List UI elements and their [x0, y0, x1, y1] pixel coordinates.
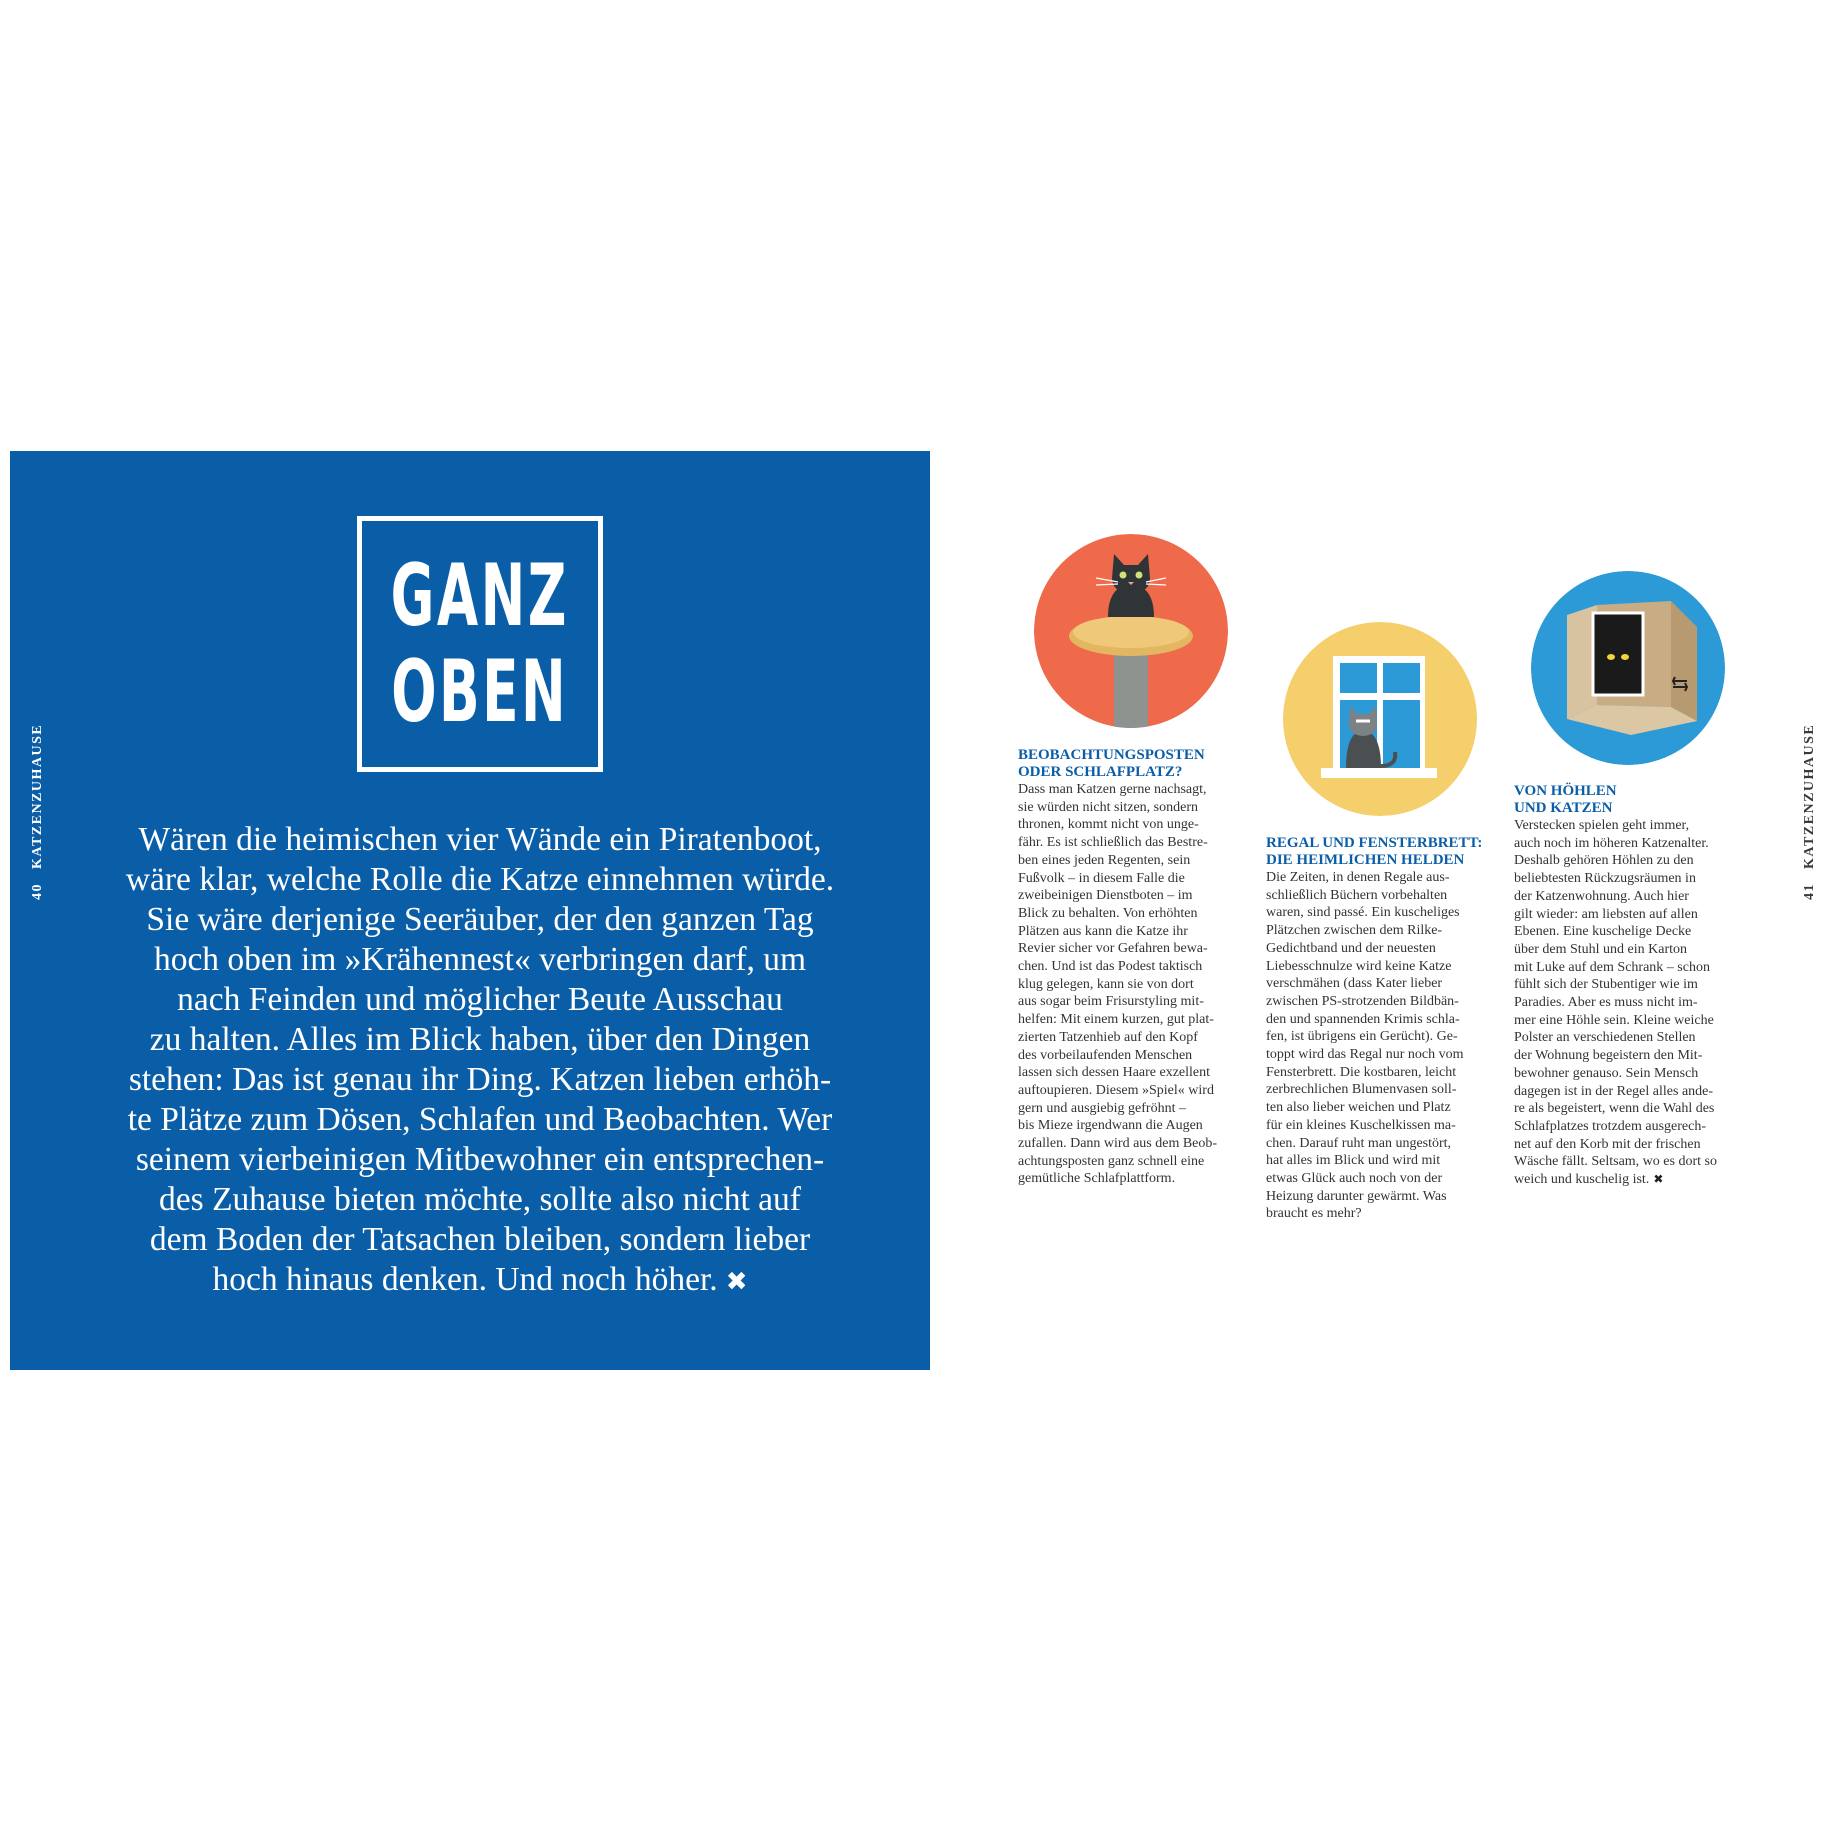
body-line: gilt wieder: am liebsten auf allen: [1514, 906, 1698, 922]
body-line: chen. Darauf ruht man ungestört,: [1266, 1135, 1452, 1151]
body-line: beliebtesten Rückzugsräumen in: [1514, 871, 1696, 887]
body-line: des vorbeilaufenden Menschen: [1018, 1047, 1193, 1063]
body-line: dagegen ist in der Regel alles ande-: [1514, 1083, 1714, 1099]
cat-on-windowsill-icon: [1283, 622, 1477, 816]
running-head-left-label: KATZENZUHAUSE: [30, 723, 45, 869]
column-2-body: [1266, 869, 1488, 1223]
cat-on-scratching-post-icon: [1034, 534, 1228, 728]
body-line: helfen: Mit einem kurzen, gut plat-: [1018, 1012, 1214, 1028]
article-column-1: [1018, 747, 1240, 1188]
column-3-body: [1514, 817, 1736, 1189]
column-2-heading-line: DIE HEIMLICHEN HELDEN: [1266, 852, 1465, 868]
body-line: zweibeinigen Dienstboten – im: [1018, 888, 1193, 904]
running-head-right-label: KATZENZUHAUSE: [1802, 723, 1817, 869]
body-line: waren, sind passé. Ein kuscheliges: [1266, 905, 1460, 921]
intro-line: Sie wäre derjenige Seeräuber, der den ganzen Tag: [146, 901, 814, 938]
intro-line: Wären die heimischen vier Wände ein Piratenboot,: [138, 821, 822, 858]
end-mark-icon: ✖: [1653, 1172, 1664, 1187]
body-line: Fensterbrett. Die kostbaren, leicht: [1266, 1064, 1457, 1080]
body-line: fen, ist übrigens ein Gerücht). Ge-: [1266, 1029, 1458, 1045]
column-1-heading-line: ODER SCHLAFPLATZ?: [1018, 764, 1183, 780]
intro-line: te Plätze zum Dösen, Schlafen und Beobachten. Wer: [127, 1101, 833, 1138]
body-line: der Wohnung begeistern den Mit-: [1514, 1048, 1703, 1064]
title-line-1: GANZ: [390, 546, 570, 646]
intro-line: des Zuhause bieten möchte, sollte also nicht auf: [159, 1181, 801, 1218]
body-line: Polster an verschiedenen Stellen: [1514, 1030, 1696, 1046]
body-line: ben eines jeden Regenten, sein: [1018, 852, 1191, 868]
body-line: toppt wird das Regal nur noch vom: [1266, 1047, 1464, 1063]
body-line: Plätzchen zwischen dem Rilke-: [1266, 923, 1443, 939]
body-line: thronen, kommt nicht von unge-: [1018, 817, 1199, 833]
body-line: fühlt sich der Stubentiger wie im: [1514, 977, 1698, 993]
body-line: Plätzen aus kann die Katze ihr: [1018, 923, 1188, 939]
body-line-last: [1514, 1171, 1736, 1189]
body-line: Gedichtband und der neuesten: [1266, 940, 1436, 956]
body-line: Dass man Katzen gerne nachsagt,: [1018, 782, 1207, 797]
body-line: sie würden nicht sitzen, sondern: [1018, 799, 1199, 815]
body-line: bewohner genauso. Sein Mensch: [1514, 1065, 1699, 1081]
intro-line-last: [108, 1260, 852, 1302]
body-line: Revier sicher vor Gefahren bewa-: [1018, 941, 1208, 957]
body-line: Ebenen. Eine kuschelige Decke: [1514, 924, 1692, 940]
body-line: Liebesschnulze wird keine Katze: [1266, 958, 1452, 974]
cat-in-cardboard-box-icon: [1531, 571, 1725, 765]
body-line: net auf den Korb mit der frischen: [1514, 1136, 1701, 1152]
intro-line: hoch hinaus denken. Und noch höher.: [212, 1261, 718, 1298]
body-line: Schlafplatzes trotzdem ausgerech-: [1514, 1118, 1707, 1134]
body-line: chen. Und ist das Podest taktisch: [1018, 959, 1203, 975]
body-line: auftoupieren. Diesem »Spiel« wird: [1018, 1082, 1214, 1098]
body-line: zierten Tatzenhieb auf den Kopf: [1018, 1029, 1198, 1045]
page-number-left: 40: [30, 883, 45, 900]
running-head-right: [1802, 724, 1818, 900]
body-line: für ein kleines Kuschelkissen ma-: [1266, 1117, 1456, 1133]
body-line: der Katzenwohnung. Auch hier: [1514, 888, 1689, 904]
column-1-heading-line: BEOBACHTUNGSPOSTEN: [1018, 747, 1205, 763]
intro-line: zu halten. Alles im Blick haben, über den Dingen: [149, 1021, 811, 1058]
body-line: klug gelegen, kann sie von dort: [1018, 976, 1194, 992]
body-line: gern und ausgiebig gefröhnt –: [1018, 1100, 1186, 1116]
title-line-2: OBEN: [391, 642, 569, 742]
body-line: zwischen PS-strotzenden Bildbän-: [1266, 993, 1459, 1009]
column-3-heading-line: UND KATZEN: [1514, 800, 1613, 816]
body-line: braucht es mehr?: [1266, 1206, 1362, 1222]
body-line: etwas Glück auch noch von der: [1266, 1170, 1443, 1186]
body-line: ten also lieber weichen und Platz: [1266, 1100, 1451, 1116]
body-line: bis Mieze irgendwann die Augen: [1018, 1118, 1203, 1134]
body-line: über dem Stuhl und ein Karton: [1514, 941, 1688, 957]
body-line: mit Luke auf dem Schrank – schon: [1514, 959, 1710, 975]
body-line: gemütliche Schlafplattform.: [1018, 1171, 1176, 1187]
body-line: Fußvolk – in diesem Falle die: [1018, 870, 1185, 886]
body-line: verschmähen (dass Kater lieber: [1266, 976, 1443, 992]
body-line: zerbrechlichen Blumenvasen soll-: [1266, 1082, 1457, 1098]
body-line: auch noch im höheren Katzenalter.: [1514, 835, 1709, 851]
body-line: Blick zu behalten. Von erhöhten: [1018, 905, 1198, 921]
column-2-heading: [1266, 835, 1488, 869]
body-line: schließlich Büchern vorbehalten: [1266, 887, 1448, 903]
body-line: Die Zeiten, in denen Regale aus-: [1266, 870, 1450, 885]
body-line: Wäsche fällt. Seltsam, wo es dort so: [1514, 1154, 1717, 1170]
body-line: den und spannenden Krimis schla-: [1266, 1011, 1460, 1027]
intro-line: stehen: Das ist genau ihr Ding. Katzen lieben erhöh-: [128, 1061, 832, 1098]
intro-text: [108, 820, 852, 1302]
body-line: aus sogar beim Frisurstyling mit-: [1018, 994, 1204, 1010]
running-head-left: [30, 724, 46, 900]
body-line: achtungsposten ganz schnell eine: [1018, 1153, 1205, 1169]
intro-line: dem Boden der Tatsachen bleiben, sondern lieber: [149, 1221, 811, 1258]
column-3-heading-line: VON HÖHLEN: [1514, 783, 1617, 799]
body-line: mer eine Höhle sein. Kleine weiche: [1514, 1012, 1714, 1028]
body-line: Paradies. Aber es muss nicht im-: [1514, 995, 1698, 1011]
body-line: Deshalb gehören Höhlen zu den: [1514, 853, 1694, 869]
title-box: [357, 516, 603, 772]
body-line: Heizung darunter gewärmt. Was: [1266, 1188, 1447, 1204]
body-line: fähr. Es ist schließlich das Bestre-: [1018, 835, 1208, 851]
intro-line: wäre klar, welche Rolle die Katze einnehmen würde.: [125, 861, 835, 898]
intro-line: hoch oben im »Krähennest« verbringen darf, um: [153, 941, 807, 978]
article-column-2: [1266, 835, 1488, 1223]
intro-line: nach Feinden und möglicher Beute Ausschau: [177, 981, 783, 1018]
body-line: re als begeistert, wenn die Wahl des: [1514, 1101, 1715, 1117]
body-line: Verstecken spielen geht immer,: [1514, 818, 1690, 833]
body-line: weich und kuschelig ist.: [1514, 1172, 1650, 1188]
end-mark-icon: ✖: [725, 1267, 748, 1297]
body-line: zufallen. Dann wird aus dem Beob-: [1018, 1136, 1218, 1152]
column-3-heading: [1514, 783, 1736, 817]
intro-line: seinem vierbeinigen Mitbewohner ein entsprechen-: [135, 1141, 825, 1178]
column-1-body: [1018, 781, 1240, 1188]
column-2-heading-line: REGAL UND FENSTERBRETT:: [1266, 835, 1483, 851]
body-line: hat alles im Blick und wird mit: [1266, 1153, 1441, 1169]
article-column-3: [1514, 783, 1736, 1189]
body-line: lassen sich dessen Haare exzellent: [1018, 1065, 1211, 1081]
column-1-heading: [1018, 747, 1240, 781]
page-number-right: 41: [1802, 883, 1817, 900]
